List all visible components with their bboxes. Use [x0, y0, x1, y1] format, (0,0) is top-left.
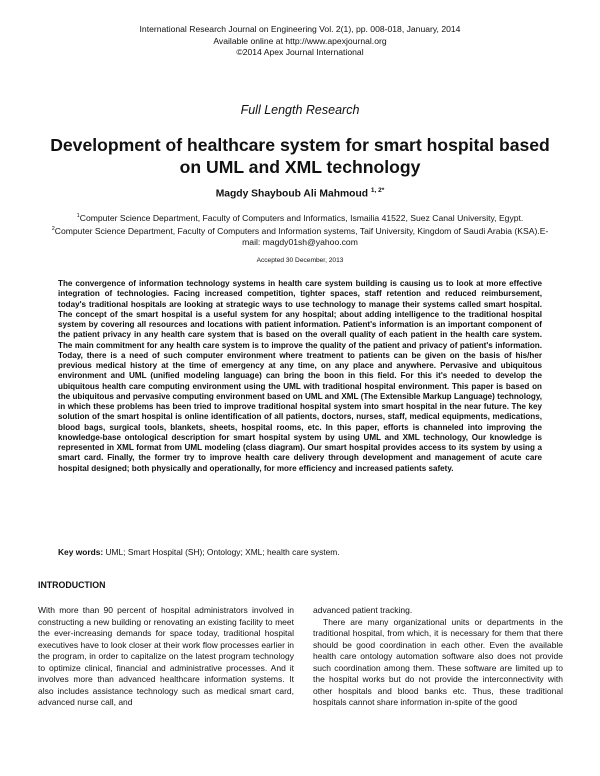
- keywords-text: UML; Smart Hospital (SH); Ontology; XML; health care system.: [105, 547, 340, 557]
- journal-availability: Available online at http://www.apexjournal.org: [213, 35, 387, 46]
- journal-citation: International Research Journal on Engineering Vol. 2(1), pp. 008-018, January, 2014: [139, 24, 461, 34]
- introduction-paragraph-continued: advanced patient tracking.: [313, 605, 413, 615]
- keywords-label: Key words:: [58, 547, 104, 557]
- introduction-column-left: [38, 605, 294, 709]
- author-superscript: 1, 2*: [370, 187, 385, 194]
- affiliation-1-sup: 1: [76, 213, 80, 219]
- affiliations: [50, 211, 550, 248]
- affiliation-2: [50, 224, 550, 248]
- introduction-heading: INTRODUCTION: [38, 580, 106, 590]
- journal-header: [0, 24, 600, 59]
- affiliation-2-text: Computer Science Department, Faculty of Computers and Information systems, Taif University, Kingdom of Saudi Arabia (KSA).E-mail: magdy01sh@yahoo.com: [54, 225, 549, 248]
- abstract: The convergence of information technology systems in health care system building is causing us to look at more effective integration of technologies. Facing increased competition, tighter spaces, staff retention and reduced reimbursement, today's traditional hospitals are looking at strategic ways to use technology to manage their systems called smart hospital. The concept of the smart hospital is a useful system for any hospital; about adding intelligence to the traditional hospital system by covering all resources and locations with patient information. Patient's information is an important component of the patient privacy in any health care system that is based on the overall quality of each patient in the health care system. The main commitment for any health care system is to improve the quality of the patient and privacy of patient's information. Today, there is a need of such computer environment where treatment to patients can be given on the basis of his/her previous medical history at the time of emergency at any time, on any place and anywhere. Pervasive and ubiquitous environment and UML (unified modeling language) can bring the boon in this field. For this it's needed to develop the ubiquitous health care computing environment using the UML with traditional hospital environment. This paper is based on the ubiquitous and pervasive computing environment based on UML and XML (The Extensible Markup Language) technology, in which these problems has been tried to improve traditional hospital system into smart hospital in the near future. The key solution of the smart hospital is online identification of all patients, doctors, nurses, staff, medical equipments, medications, blood bags, surgical tools, blankets, sheets, hospital rooms, etc. In this paper, efforts is channeled into improving the knowledge-base ontological description for smart hospital system by using UML and XML technology, Our knowledge is represented in XML format from UML modeling (class diagram). Our smart hospital provides access to its system by using a smart card. Finally, the former try to improve health care delivery through development and management of acute care hospital designed; both physically and operationally, for more efficiency and increased patients safety.: [58, 279, 542, 473]
- affiliation-1-text: Computer Science Department, Faculty of Computers and Informatics, Ismailia 41522, Suez Canal University, Egypt.: [79, 212, 524, 223]
- accepted-date: Accepted 30 December, 2013: [256, 257, 344, 264]
- article-type: Full Length Research: [240, 103, 360, 117]
- journal-copyright: ©2014 Apex Journal International: [236, 47, 364, 57]
- keywords: [58, 547, 542, 557]
- introduction-paragraph-1: With more than 90 percent of hospital administrators involved in constructing a new building or renovating an existing facility to meet the ever-increasing demands for space today, traditional hospital executives have to look closer at their work flow processes earlier in the program, in order to capitalize on the latest program technology to optimize clinical, financial and administrative processes. And it involves more than advanced healthcare information systems. It also includes assistance technology such as medical smart card, advanced nurse call, and: [38, 605, 294, 707]
- article-title: Development of healthcare system for smart hospital based on UML and XML technology: [50, 135, 550, 177]
- affiliation-2-sup: 2: [51, 226, 55, 233]
- introduction-paragraph-2: There are many organizational units or departments in the traditional hospital, from which, it is necessary for them that there should be good coordination in each other. Even the available health care ontology automation software also does not provide such coordination among them. These software are limited up to the hospital works but do not provide the interconnectivity with other hospitals and blood banks etc. Thus, these traditional hospitals cannot share information in-spite of the good: [313, 616, 563, 707]
- author-name: Magdy Shayboub Ali Mahmoud: [215, 188, 369, 200]
- affiliation-1: [50, 211, 550, 224]
- author-line: [0, 187, 600, 199]
- introduction-column-right: [313, 605, 563, 709]
